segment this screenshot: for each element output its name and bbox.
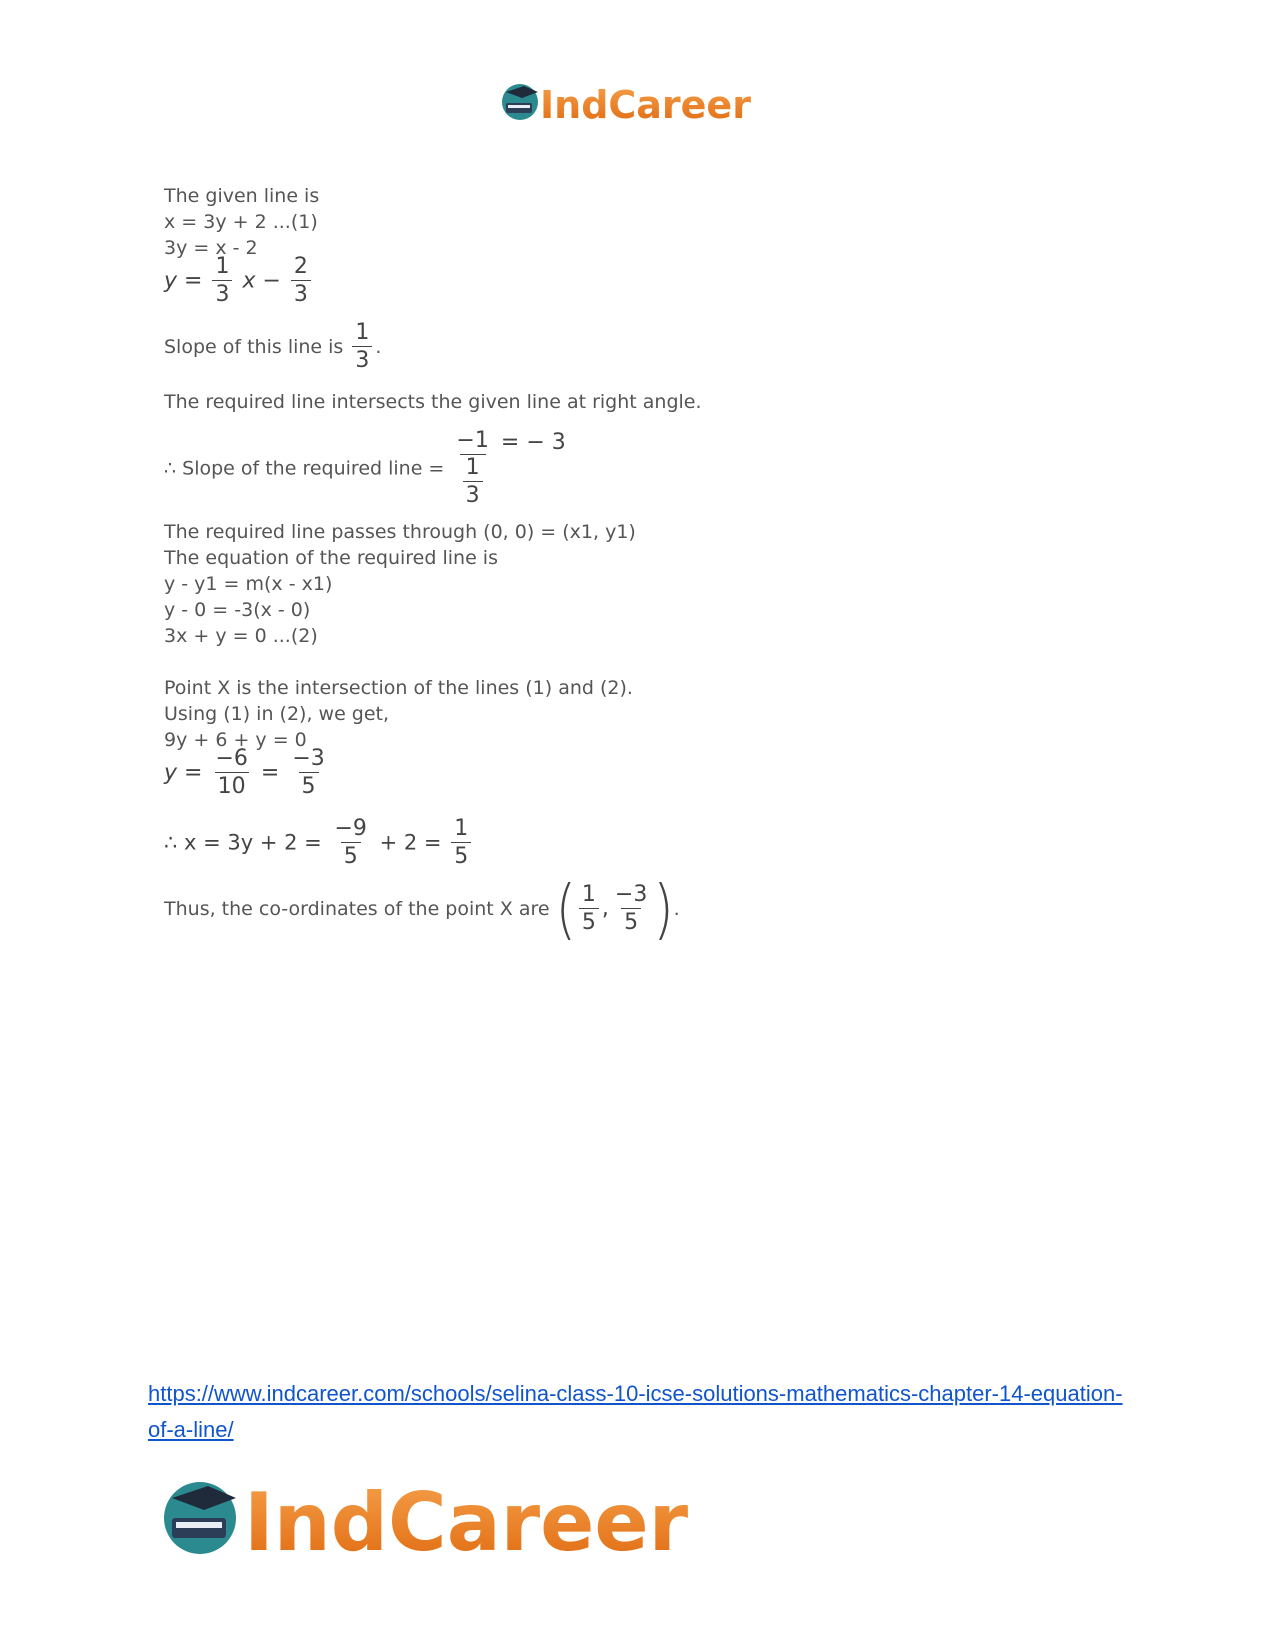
text-line: y - 0 = -3(x - 0) <box>164 599 311 621</box>
equation-y2: y = $\frac{-6}{10}$ = $\frac{-3}{5}$ <box>164 746 325 799</box>
text-line: 9y + 6 + y = 0 <box>164 729 307 751</box>
slope-line: Slope of this line is $\frac{1}{3}$ . <box>164 320 382 373</box>
text-line: The equation of the required line is <box>164 547 498 569</box>
text-line: x = 3y + 2 ...(1) <box>164 211 318 233</box>
text-line: The required line intersects the given line at right angle. <box>164 391 702 413</box>
svg-text:IndCareer: IndCareer <box>244 1476 689 1564</box>
final-answer-line: Thus, the co-ordinates of the point X are ( $\frac{1}{5}$ , $\frac{-3}{5}$ ). <box>164 872 680 947</box>
text-line: The given line is <box>164 185 320 207</box>
indcareer-logo-top <box>500 78 780 126</box>
svg-text:IndCareer: IndCareer <box>540 83 751 126</box>
text-line: y - y1 = m(x - x1) <box>164 573 333 595</box>
equation-y: y = $\frac{1}{3}$ x − $\frac{2}{3}$ <box>164 254 314 309</box>
text-line: Using (1) in (2), we get, <box>164 703 390 725</box>
graduation-globe-icon <box>500 78 780 126</box>
text-line: The required line passes through (0, 0) = (x1, y1) <box>164 521 636 543</box>
graduation-globe-icon <box>160 1468 700 1564</box>
equation-x: ∴ x = 3y + 2 = $\frac{-9}{5}$ + 2 = $\frac{1}{5}$ <box>164 816 474 871</box>
text-line: 3y = x - 2 <box>164 237 258 259</box>
source-url-link[interactable]: https://www.indcareer.com/schools/selina-class-10-icse-solutions-mathematics-chapter-14-equation-of-a-line/ <box>148 1381 1123 1442</box>
indcareer-logo-bottom <box>160 1468 700 1564</box>
required-slope-line: ∴ Slope of the required line = $\frac{-1}{\frac{1}{3}}$ = − 3 <box>164 428 566 508</box>
text-line: 3x + y = 0 ...(2) <box>164 625 318 647</box>
text-line: Point X is the intersection of the lines (1) and (2). <box>164 677 633 699</box>
